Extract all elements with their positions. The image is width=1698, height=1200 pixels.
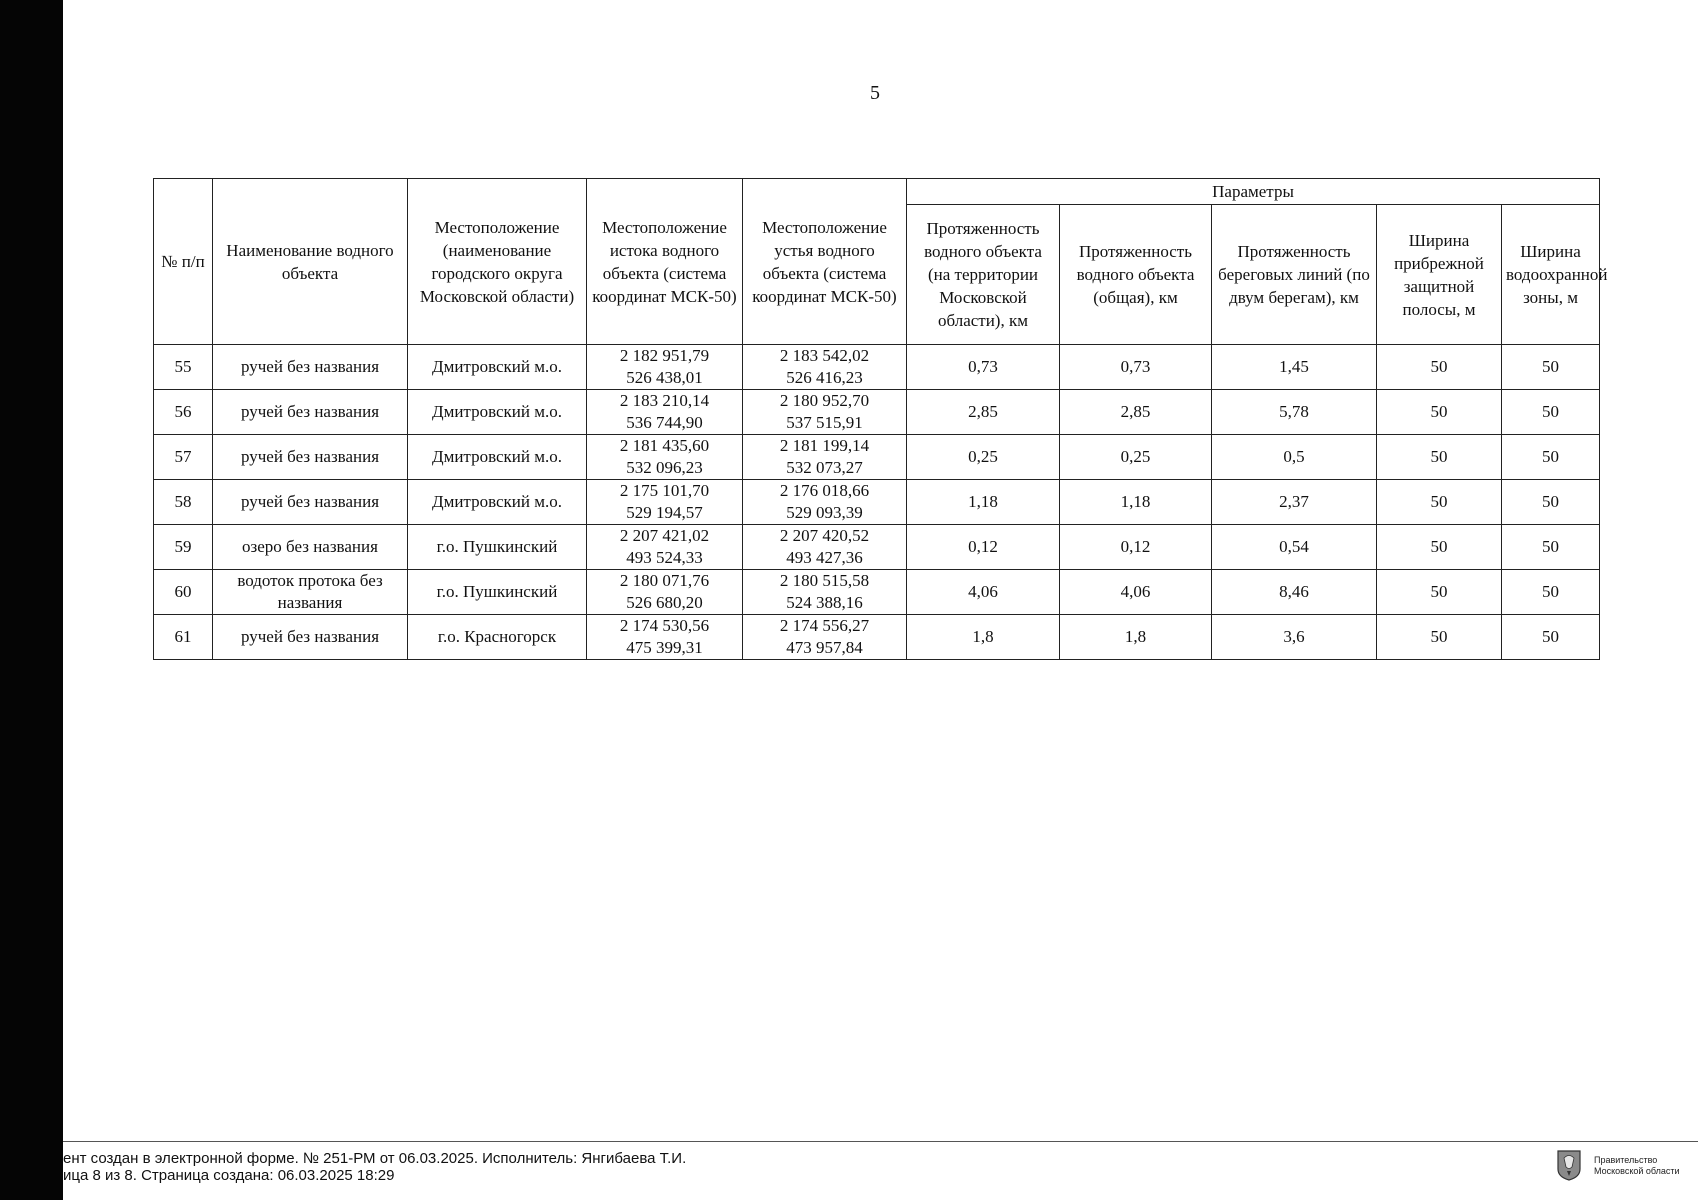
cell-source-x: 2 180 071,76 bbox=[619, 571, 710, 590]
cell-shore: 0,5 bbox=[1212, 435, 1377, 480]
cell-source-x: 2 207 421,02 bbox=[619, 526, 710, 545]
cell-len-total: 0,25 bbox=[1060, 435, 1212, 480]
cell-len-mo: 0,12 bbox=[907, 525, 1060, 570]
cell-source-y: 529 194,57 bbox=[626, 503, 703, 522]
header-params: Параметры bbox=[907, 179, 1600, 205]
cell-source-y: 526 680,20 bbox=[626, 593, 703, 612]
cell-mouth-x: 2 183 542,02 bbox=[779, 346, 870, 365]
cell-mouth-x: 2 176 018,66 bbox=[779, 481, 870, 500]
cell-num: 58 bbox=[154, 480, 213, 525]
cell-mouth-y: 493 427,36 bbox=[786, 548, 863, 567]
header-len-mo: Протяженность водного объекта (на территории Московской области), км bbox=[907, 205, 1060, 345]
cell-shore: 1,45 bbox=[1212, 345, 1377, 390]
table-row bbox=[154, 345, 1600, 390]
table-body bbox=[154, 345, 1600, 660]
cell-zone: 50 bbox=[1502, 615, 1600, 660]
cell-mouth-x: 2 181 199,14 bbox=[779, 436, 870, 455]
cell-len-total: 4,06 bbox=[1060, 570, 1212, 615]
table-row bbox=[154, 480, 1600, 525]
cell-mouth bbox=[743, 435, 907, 480]
cell-name: ручей без названия bbox=[213, 345, 408, 390]
cell-shore: 2,37 bbox=[1212, 480, 1377, 525]
footer-divider bbox=[63, 1141, 1698, 1142]
cell-location: Дмитровский м.о. bbox=[408, 435, 587, 480]
header-shore: Протяженность береговых линий (по двум берегам), км bbox=[1212, 205, 1377, 345]
moscow-oblast-emblem-icon bbox=[1556, 1149, 1582, 1181]
cell-mouth-y: 526 416,23 bbox=[786, 368, 863, 387]
table-row bbox=[154, 570, 1600, 615]
scan-left-border bbox=[0, 0, 63, 1200]
cell-strip: 50 bbox=[1377, 390, 1502, 435]
cell-zone: 50 bbox=[1502, 525, 1600, 570]
cell-source-y: 475 399,31 bbox=[626, 638, 703, 657]
cell-source-x: 2 181 435,60 bbox=[619, 436, 710, 455]
header-len-total: Протяженность водного объекта (общая), км bbox=[1060, 205, 1212, 345]
cell-location: Дмитровский м.о. bbox=[408, 390, 587, 435]
cell-zone: 50 bbox=[1502, 390, 1600, 435]
cell-strip: 50 bbox=[1377, 570, 1502, 615]
cell-location: Дмитровский м.о. bbox=[408, 345, 587, 390]
org-name-line-1: Правительство bbox=[1594, 1155, 1658, 1165]
cell-mouth bbox=[743, 615, 907, 660]
footer-stamp bbox=[63, 1150, 686, 1184]
cell-source bbox=[587, 525, 743, 570]
cell-len-mo: 0,25 bbox=[907, 435, 1060, 480]
cell-shore: 5,78 bbox=[1212, 390, 1377, 435]
cell-len-total: 0,73 bbox=[1060, 345, 1212, 390]
cell-strip: 50 bbox=[1377, 615, 1502, 660]
cell-strip: 50 bbox=[1377, 345, 1502, 390]
cell-mouth-y: 473 957,84 bbox=[786, 638, 863, 657]
cell-source bbox=[587, 480, 743, 525]
cell-shore: 3,6 bbox=[1212, 615, 1377, 660]
cell-name: водоток протока без названия bbox=[213, 570, 408, 615]
cell-mouth bbox=[743, 570, 907, 615]
cell-source-x: 2 174 530,56 bbox=[619, 616, 710, 635]
cell-source-y: 536 744,90 bbox=[626, 413, 703, 432]
cell-location: г.о. Пушкинский bbox=[408, 570, 587, 615]
header-location: Местоположение (наименование городского округа Московской области) bbox=[408, 179, 587, 345]
table-row bbox=[154, 615, 1600, 660]
cell-location: г.о. Пушкинский bbox=[408, 525, 587, 570]
cell-num: 60 bbox=[154, 570, 213, 615]
cell-mouth-x: 2 180 515,58 bbox=[779, 571, 870, 590]
cell-source bbox=[587, 435, 743, 480]
cell-zone: 50 bbox=[1502, 570, 1600, 615]
org-name-line-2: Московской области bbox=[1594, 1166, 1680, 1176]
cell-source-x: 2 183 210,14 bbox=[619, 391, 710, 410]
cell-name: ручей без названия bbox=[213, 390, 408, 435]
cell-name: ручей без названия bbox=[213, 615, 408, 660]
page-number: 5 bbox=[870, 82, 880, 104]
cell-mouth bbox=[743, 390, 907, 435]
cell-mouth-x: 2 174 556,27 bbox=[779, 616, 870, 635]
cell-mouth-x: 2 180 952,70 bbox=[779, 391, 870, 410]
table-row bbox=[154, 435, 1600, 480]
cell-source-x: 2 182 951,79 bbox=[619, 346, 710, 365]
cell-location: Дмитровский м.о. bbox=[408, 480, 587, 525]
cell-num: 61 bbox=[154, 615, 213, 660]
cell-name: ручей без названия bbox=[213, 435, 408, 480]
cell-mouth bbox=[743, 480, 907, 525]
cell-shore: 8,46 bbox=[1212, 570, 1377, 615]
footer-line-1: ент создан в электронной форме. № 251-РМ от 06.03.2025. Исполнитель: Янгибаева Т.И. bbox=[63, 1150, 687, 1167]
table-row bbox=[154, 525, 1600, 570]
header-num: № п/п bbox=[154, 179, 213, 345]
header-name: Наименование водного объекта bbox=[213, 179, 408, 345]
cell-num: 57 bbox=[154, 435, 213, 480]
table-row bbox=[154, 390, 1600, 435]
cell-mouth bbox=[743, 345, 907, 390]
cell-source-y: 526 438,01 bbox=[626, 368, 703, 387]
header-source: Местоположение истока водного объекта (система координат МСК-50) bbox=[587, 179, 743, 345]
cell-source-x: 2 175 101,70 bbox=[619, 481, 710, 500]
table-header-row bbox=[154, 179, 1600, 205]
cell-len-mo: 1,18 bbox=[907, 480, 1060, 525]
cell-source bbox=[587, 390, 743, 435]
cell-source-y: 532 096,23 bbox=[626, 458, 703, 477]
footer-line-2: ица 8 из 8. Страница создана: 06.03.2025 18:29 bbox=[63, 1167, 395, 1184]
org-name bbox=[1594, 1155, 1680, 1177]
cell-len-total: 1,18 bbox=[1060, 480, 1212, 525]
cell-num: 56 bbox=[154, 390, 213, 435]
cell-strip: 50 bbox=[1377, 480, 1502, 525]
cell-len-mo: 0,73 bbox=[907, 345, 1060, 390]
cell-location: г.о. Красногорск bbox=[408, 615, 587, 660]
cell-zone: 50 bbox=[1502, 435, 1600, 480]
cell-mouth-y: 532 073,27 bbox=[786, 458, 863, 477]
government-logo bbox=[1556, 1147, 1694, 1187]
cell-zone: 50 bbox=[1502, 345, 1600, 390]
cell-len-mo: 2,85 bbox=[907, 390, 1060, 435]
cell-source bbox=[587, 615, 743, 660]
cell-name: ручей без названия bbox=[213, 480, 408, 525]
header-mouth: Местоположение устья водного объекта (система координат МСК-50) bbox=[743, 179, 907, 345]
cell-source bbox=[587, 570, 743, 615]
cell-mouth-y: 524 388,16 bbox=[786, 593, 863, 612]
header-zone: Ширина водоохранной зоны, м bbox=[1502, 205, 1600, 345]
cell-zone: 50 bbox=[1502, 480, 1600, 525]
cell-source-y: 493 524,33 bbox=[626, 548, 703, 567]
header-strip: Ширина прибрежной защитной полосы, м bbox=[1377, 205, 1502, 345]
cell-strip: 50 bbox=[1377, 435, 1502, 480]
cell-len-mo: 1,8 bbox=[907, 615, 1060, 660]
cell-len-total: 1,8 bbox=[1060, 615, 1212, 660]
cell-mouth bbox=[743, 525, 907, 570]
cell-len-mo: 4,06 bbox=[907, 570, 1060, 615]
cell-len-total: 2,85 bbox=[1060, 390, 1212, 435]
cell-strip: 50 bbox=[1377, 525, 1502, 570]
cell-source bbox=[587, 345, 743, 390]
cell-mouth-x: 2 207 420,52 bbox=[779, 526, 870, 545]
cell-mouth-y: 537 515,91 bbox=[786, 413, 863, 432]
cell-name: озеро без названия bbox=[213, 525, 408, 570]
cell-num: 55 bbox=[154, 345, 213, 390]
cell-num: 59 bbox=[154, 525, 213, 570]
cell-mouth-y: 529 093,39 bbox=[786, 503, 863, 522]
water-objects-table bbox=[153, 178, 1608, 660]
cell-shore: 0,54 bbox=[1212, 525, 1377, 570]
cell-len-total: 0,12 bbox=[1060, 525, 1212, 570]
